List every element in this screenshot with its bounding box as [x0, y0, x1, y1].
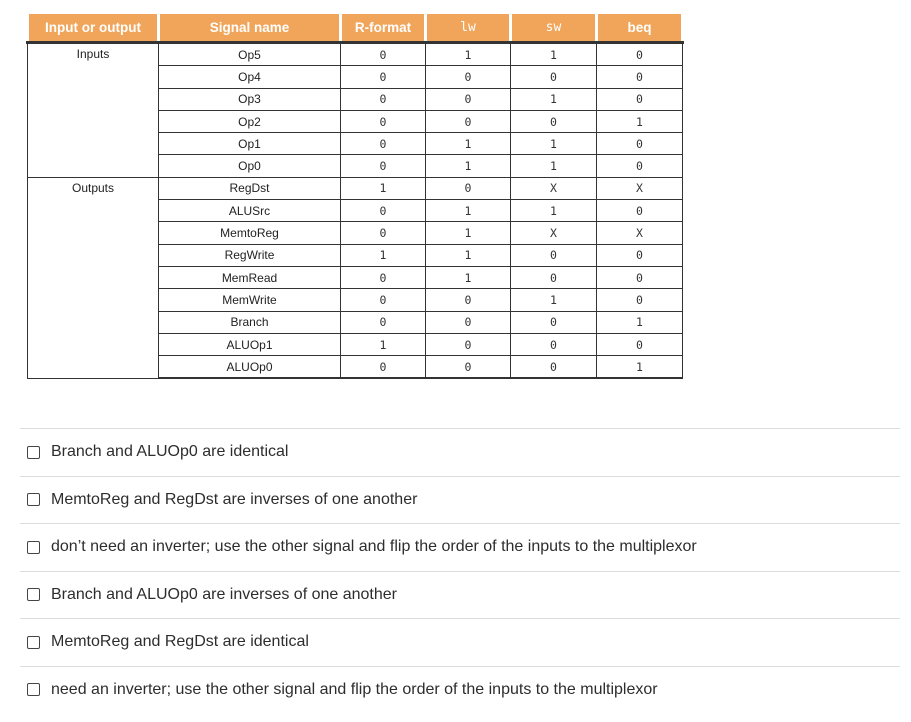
sw-value: 1 [511, 155, 597, 177]
lw-value: 1 [426, 43, 511, 66]
answer-option-label: need an inverter; use the other signal and flip the order of the inputs to the multiplexor [51, 680, 658, 698]
r-format-value: 0 [341, 133, 426, 155]
sw-value: 1 [511, 88, 597, 110]
sw-value: 1 [511, 289, 597, 311]
beq-value: 1 [597, 110, 683, 132]
answer-option-label: Branch and ALUOp0 are inverses of one another [51, 585, 397, 603]
checkbox-icon[interactable] [27, 493, 40, 506]
sw-value: 0 [511, 333, 597, 355]
lw-value: 0 [426, 356, 511, 379]
header-sw: sw [511, 14, 597, 43]
signal-name: MemWrite [159, 289, 341, 311]
lw-value: 0 [426, 110, 511, 132]
signal-name: RegWrite [159, 244, 341, 266]
r-format-value: 1 [341, 333, 426, 355]
lw-value: 0 [426, 289, 511, 311]
header-r-format: R-format [341, 14, 426, 43]
beq-value: 0 [597, 155, 683, 177]
lw-value: 0 [426, 177, 511, 199]
control-signal-table [26, 14, 684, 379]
answer-option-label: MemtoReg and RegDst are inverses of one another [51, 490, 418, 508]
beq-value: 0 [597, 66, 683, 88]
sw-value: 0 [511, 266, 597, 288]
answer-option-label: don’t need an inverter; use the other signal and flip the order of the inputs to the multiplexor [51, 538, 697, 556]
lw-value: 1 [426, 133, 511, 155]
signal-name: Op5 [159, 43, 341, 66]
sw-value: 1 [511, 133, 597, 155]
sw-value: 0 [511, 311, 597, 333]
sw-value: 0 [511, 244, 597, 266]
header-signal-name: Signal name [159, 14, 341, 43]
lw-value: 0 [426, 88, 511, 110]
sw-value: X [511, 177, 597, 199]
sw-value: X [511, 222, 597, 244]
signal-name: Op4 [159, 66, 341, 88]
beq-value: 0 [597, 88, 683, 110]
sw-value: 0 [511, 110, 597, 132]
beq-value: 1 [597, 311, 683, 333]
checkbox-icon[interactable] [27, 588, 40, 601]
answer-option[interactable] [20, 571, 900, 619]
r-format-value: 0 [341, 266, 426, 288]
lw-value: 1 [426, 222, 511, 244]
sw-value: 0 [511, 356, 597, 379]
lw-value: 1 [426, 200, 511, 222]
lw-value: 1 [426, 266, 511, 288]
r-format-value: 0 [341, 222, 426, 244]
answer-option-label: MemtoReg and RegDst are identical [51, 633, 309, 651]
signal-name: Op2 [159, 110, 341, 132]
inputs-group-label: Inputs [28, 43, 159, 178]
signal-name: Op3 [159, 88, 341, 110]
answer-option-label: Branch and ALUOp0 are identical [51, 443, 289, 461]
header-lw: lw [426, 14, 511, 43]
r-format-value: 0 [341, 43, 426, 66]
beq-value: 0 [597, 43, 683, 66]
lw-value: 1 [426, 244, 511, 266]
beq-value: 0 [597, 133, 683, 155]
checkbox-icon[interactable] [27, 636, 40, 649]
answer-option[interactable] [20, 476, 900, 524]
signal-name: Op0 [159, 155, 341, 177]
r-format-value: 1 [341, 177, 426, 199]
beq-value: 0 [597, 289, 683, 311]
r-format-value: 0 [341, 289, 426, 311]
signal-name: ALUOp0 [159, 356, 341, 379]
signal-name: Op1 [159, 133, 341, 155]
r-format-value: 1 [341, 244, 426, 266]
r-format-value: 0 [341, 88, 426, 110]
r-format-value: 0 [341, 356, 426, 379]
signal-name: ALUOp1 [159, 333, 341, 355]
lw-value: 1 [426, 155, 511, 177]
answer-option[interactable] [20, 666, 900, 714]
beq-value: 1 [597, 356, 683, 379]
table-header-row [28, 14, 683, 43]
checkbox-icon[interactable] [27, 541, 40, 554]
sw-value: 1 [511, 200, 597, 222]
r-format-value: 0 [341, 110, 426, 132]
signal-name: MemtoReg [159, 222, 341, 244]
signal-name: MemRead [159, 266, 341, 288]
signal-name: RegDst [159, 177, 341, 199]
table-row [28, 43, 683, 66]
sw-value: 0 [511, 66, 597, 88]
r-format-value: 0 [341, 66, 426, 88]
lw-value: 0 [426, 66, 511, 88]
table-body [28, 43, 683, 379]
checkbox-icon[interactable] [27, 446, 40, 459]
signal-name: Branch [159, 311, 341, 333]
beq-value: 0 [597, 333, 683, 355]
answer-option[interactable] [20, 428, 900, 476]
control-signal-table-container [26, 14, 681, 379]
lw-value: 0 [426, 311, 511, 333]
signal-name: ALUSrc [159, 200, 341, 222]
beq-value: X [597, 177, 683, 199]
beq-value: 0 [597, 266, 683, 288]
beq-value: 0 [597, 244, 683, 266]
beq-value: X [597, 222, 683, 244]
header-beq: beq [597, 14, 683, 43]
lw-value: 0 [426, 333, 511, 355]
answer-options-list [20, 428, 900, 713]
sw-value: 1 [511, 43, 597, 66]
table-row [28, 177, 683, 199]
r-format-value: 0 [341, 155, 426, 177]
answer-option[interactable] [20, 618, 900, 666]
header-input-or-output: Input or output [28, 14, 159, 43]
outputs-group-label: Outputs [28, 177, 159, 378]
r-format-value: 0 [341, 311, 426, 333]
r-format-value: 0 [341, 200, 426, 222]
answer-option[interactable] [20, 523, 900, 571]
checkbox-icon[interactable] [27, 683, 40, 696]
beq-value: 0 [597, 200, 683, 222]
